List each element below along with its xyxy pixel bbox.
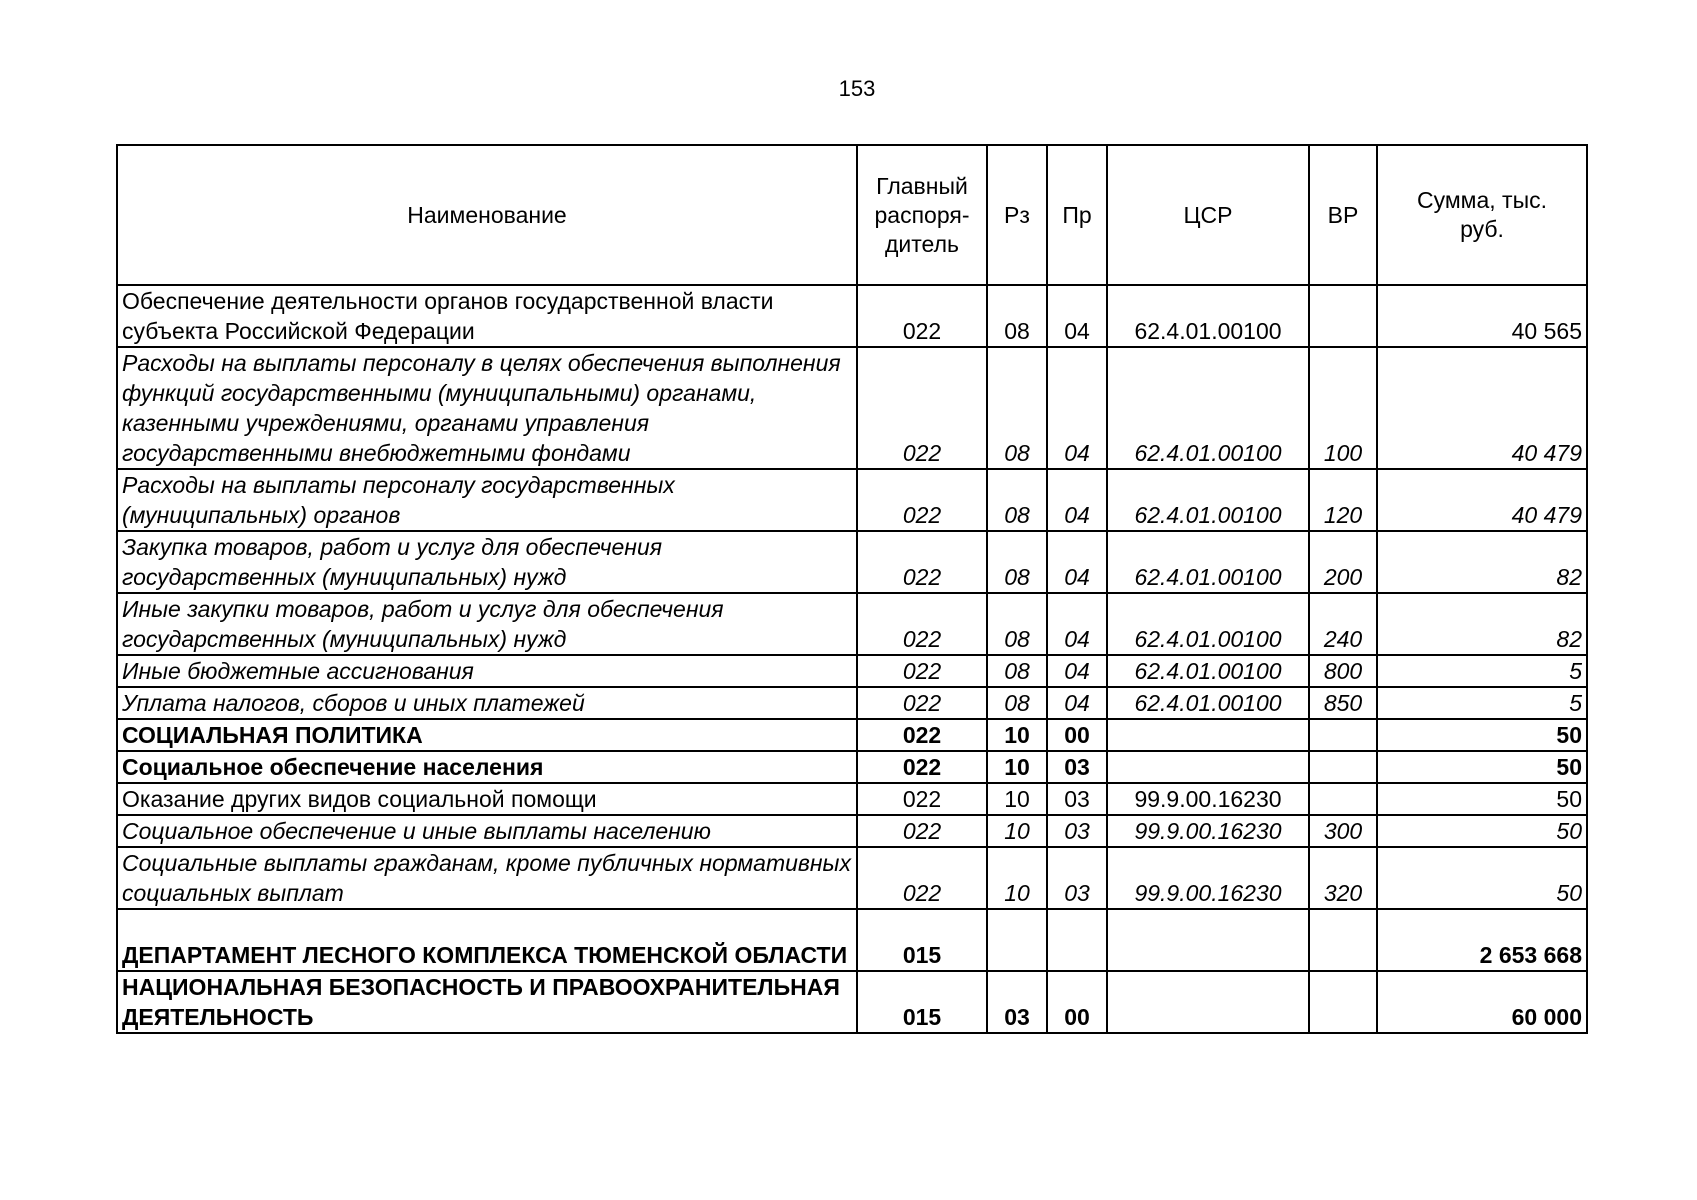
header-main-manager: Главный распоря-дитель bbox=[857, 145, 987, 285]
row-vr bbox=[1309, 751, 1377, 783]
budget-table bbox=[116, 144, 1588, 1034]
row-csr bbox=[1107, 971, 1309, 1033]
header-sum: Сумма, тыс. руб. bbox=[1377, 145, 1587, 285]
row-csr bbox=[1107, 909, 1309, 971]
row-gr: 022 bbox=[857, 687, 987, 719]
row-name: Социальные выплаты гражданам, кроме публичных нормативных социальных выплат bbox=[117, 847, 857, 909]
table-row bbox=[117, 971, 1587, 1033]
table-row bbox=[117, 687, 1587, 719]
row-csr: 99.9.00.16230 bbox=[1107, 783, 1309, 815]
row-gr: 022 bbox=[857, 815, 987, 847]
row-vr: 320 bbox=[1309, 847, 1377, 909]
row-sum: 2 653 668 bbox=[1377, 909, 1587, 971]
table-row bbox=[117, 719, 1587, 751]
table-row bbox=[117, 783, 1587, 815]
row-gr: 015 bbox=[857, 971, 987, 1033]
table-row bbox=[117, 815, 1587, 847]
row-csr: 62.4.01.00100 bbox=[1107, 655, 1309, 687]
row-rz: 10 bbox=[987, 751, 1047, 783]
row-vr: 300 bbox=[1309, 815, 1377, 847]
row-csr bbox=[1107, 719, 1309, 751]
row-pr: 03 bbox=[1047, 815, 1107, 847]
row-name: СОЦИАЛЬНАЯ ПОЛИТИКА bbox=[117, 719, 857, 751]
row-name: Расходы на выплаты персоналу в целях обеспечения выполнения функций государственными (муниципальными) органами, казенными учреждениями, органами управления государственными внебюджетными фондами bbox=[117, 347, 857, 469]
header-csr: ЦСР bbox=[1107, 145, 1309, 285]
row-pr: 04 bbox=[1047, 655, 1107, 687]
row-rz: 08 bbox=[987, 285, 1047, 347]
header-pr: Пр bbox=[1047, 145, 1107, 285]
row-vr: 240 bbox=[1309, 593, 1377, 655]
row-sum: 40 565 bbox=[1377, 285, 1587, 347]
row-vr bbox=[1309, 971, 1377, 1033]
row-gr: 022 bbox=[857, 847, 987, 909]
row-rz: 08 bbox=[987, 531, 1047, 593]
row-pr: 03 bbox=[1047, 783, 1107, 815]
row-name: НАЦИОНАЛЬНАЯ БЕЗОПАСНОСТЬ И ПРАВООХРАНИТЕЛЬНАЯ ДЕЯТЕЛЬНОСТЬ bbox=[117, 971, 857, 1033]
row-pr: 04 bbox=[1047, 285, 1107, 347]
row-csr: 99.9.00.16230 bbox=[1107, 815, 1309, 847]
row-gr: 022 bbox=[857, 783, 987, 815]
table-row bbox=[117, 593, 1587, 655]
row-vr bbox=[1309, 909, 1377, 971]
row-rz: 08 bbox=[987, 655, 1047, 687]
row-rz: 10 bbox=[987, 847, 1047, 909]
row-name: Расходы на выплаты персоналу государственных (муниципальных) органов bbox=[117, 469, 857, 531]
table-row bbox=[117, 909, 1587, 971]
row-sum: 5 bbox=[1377, 687, 1587, 719]
row-gr: 022 bbox=[857, 751, 987, 783]
row-pr: 03 bbox=[1047, 751, 1107, 783]
row-name: Иные закупки товаров, работ и услуг для обеспечения государственных (муниципальных) нужд bbox=[117, 593, 857, 655]
row-sum: 50 bbox=[1377, 751, 1587, 783]
table-row bbox=[117, 347, 1587, 469]
table-row bbox=[117, 847, 1587, 909]
row-csr: 99.9.00.16230 bbox=[1107, 847, 1309, 909]
row-pr: 00 bbox=[1047, 719, 1107, 751]
row-pr: 04 bbox=[1047, 687, 1107, 719]
row-name: ДЕПАРТАМЕНТ ЛЕСНОГО КОМПЛЕКСА ТЮМЕНСКОЙ ОБЛАСТИ bbox=[117, 909, 857, 971]
page-number: 153 bbox=[838, 76, 876, 101]
row-rz bbox=[987, 909, 1047, 971]
row-name: Социальное обеспечение и иные выплаты населению bbox=[117, 815, 857, 847]
row-csr: 62.4.01.00100 bbox=[1107, 469, 1309, 531]
row-csr: 62.4.01.00100 bbox=[1107, 531, 1309, 593]
row-gr: 022 bbox=[857, 469, 987, 531]
table-row bbox=[117, 751, 1587, 783]
row-sum: 50 bbox=[1377, 847, 1587, 909]
row-sum: 50 bbox=[1377, 815, 1587, 847]
table-row bbox=[117, 469, 1587, 531]
row-sum: 40 479 bbox=[1377, 469, 1587, 531]
row-sum: 82 bbox=[1377, 531, 1587, 593]
row-gr: 022 bbox=[857, 593, 987, 655]
table-row bbox=[117, 655, 1587, 687]
row-pr: 04 bbox=[1047, 531, 1107, 593]
row-rz: 08 bbox=[987, 687, 1047, 719]
row-rz: 08 bbox=[987, 469, 1047, 531]
row-vr: 200 bbox=[1309, 531, 1377, 593]
row-name: Уплата налогов, сборов и иных платежей bbox=[117, 687, 857, 719]
row-name: Социальное обеспечение населения bbox=[117, 751, 857, 783]
row-sum: 40 479 bbox=[1377, 347, 1587, 469]
row-csr bbox=[1107, 751, 1309, 783]
header-name: Наименование bbox=[117, 145, 857, 285]
row-csr: 62.4.01.00100 bbox=[1107, 687, 1309, 719]
row-vr bbox=[1309, 719, 1377, 751]
row-gr: 022 bbox=[857, 347, 987, 469]
row-pr: 04 bbox=[1047, 347, 1107, 469]
row-sum: 5 bbox=[1377, 655, 1587, 687]
row-rz: 08 bbox=[987, 347, 1047, 469]
row-vr: 850 bbox=[1309, 687, 1377, 719]
row-rz: 10 bbox=[987, 719, 1047, 751]
row-vr bbox=[1309, 783, 1377, 815]
row-pr: 04 bbox=[1047, 469, 1107, 531]
row-csr: 62.4.01.00100 bbox=[1107, 347, 1309, 469]
table-row bbox=[117, 531, 1587, 593]
row-pr: 00 bbox=[1047, 971, 1107, 1033]
row-gr: 022 bbox=[857, 285, 987, 347]
row-gr: 022 bbox=[857, 719, 987, 751]
row-vr: 120 bbox=[1309, 469, 1377, 531]
row-name: Закупка товаров, работ и услуг для обеспечения государственных (муниципальных) нужд bbox=[117, 531, 857, 593]
row-rz: 10 bbox=[987, 783, 1047, 815]
row-pr bbox=[1047, 909, 1107, 971]
row-gr: 015 bbox=[857, 909, 987, 971]
row-gr: 022 bbox=[857, 655, 987, 687]
table-row bbox=[117, 285, 1587, 347]
row-sum: 60 000 bbox=[1377, 971, 1587, 1033]
row-name: Оказание других видов социальной помощи bbox=[117, 783, 857, 815]
row-name: Обеспечение деятельности органов государственной власти субъекта Российской Федерации bbox=[117, 285, 857, 347]
row-csr: 62.4.01.00100 bbox=[1107, 593, 1309, 655]
row-sum: 50 bbox=[1377, 783, 1587, 815]
row-vr: 100 bbox=[1309, 347, 1377, 469]
row-rz: 10 bbox=[987, 815, 1047, 847]
row-pr: 04 bbox=[1047, 593, 1107, 655]
row-csr: 62.4.01.00100 bbox=[1107, 285, 1309, 347]
header-vr: ВР bbox=[1309, 145, 1377, 285]
row-name: Иные бюджетные ассигнования bbox=[117, 655, 857, 687]
row-sum: 50 bbox=[1377, 719, 1587, 751]
row-vr bbox=[1309, 285, 1377, 347]
row-rz: 08 bbox=[987, 593, 1047, 655]
row-gr: 022 bbox=[857, 531, 987, 593]
row-pr: 03 bbox=[1047, 847, 1107, 909]
table-header-row bbox=[117, 145, 1587, 285]
row-sum: 82 bbox=[1377, 593, 1587, 655]
row-vr: 800 bbox=[1309, 655, 1377, 687]
row-rz: 03 bbox=[987, 971, 1047, 1033]
header-rz: Рз bbox=[987, 145, 1047, 285]
